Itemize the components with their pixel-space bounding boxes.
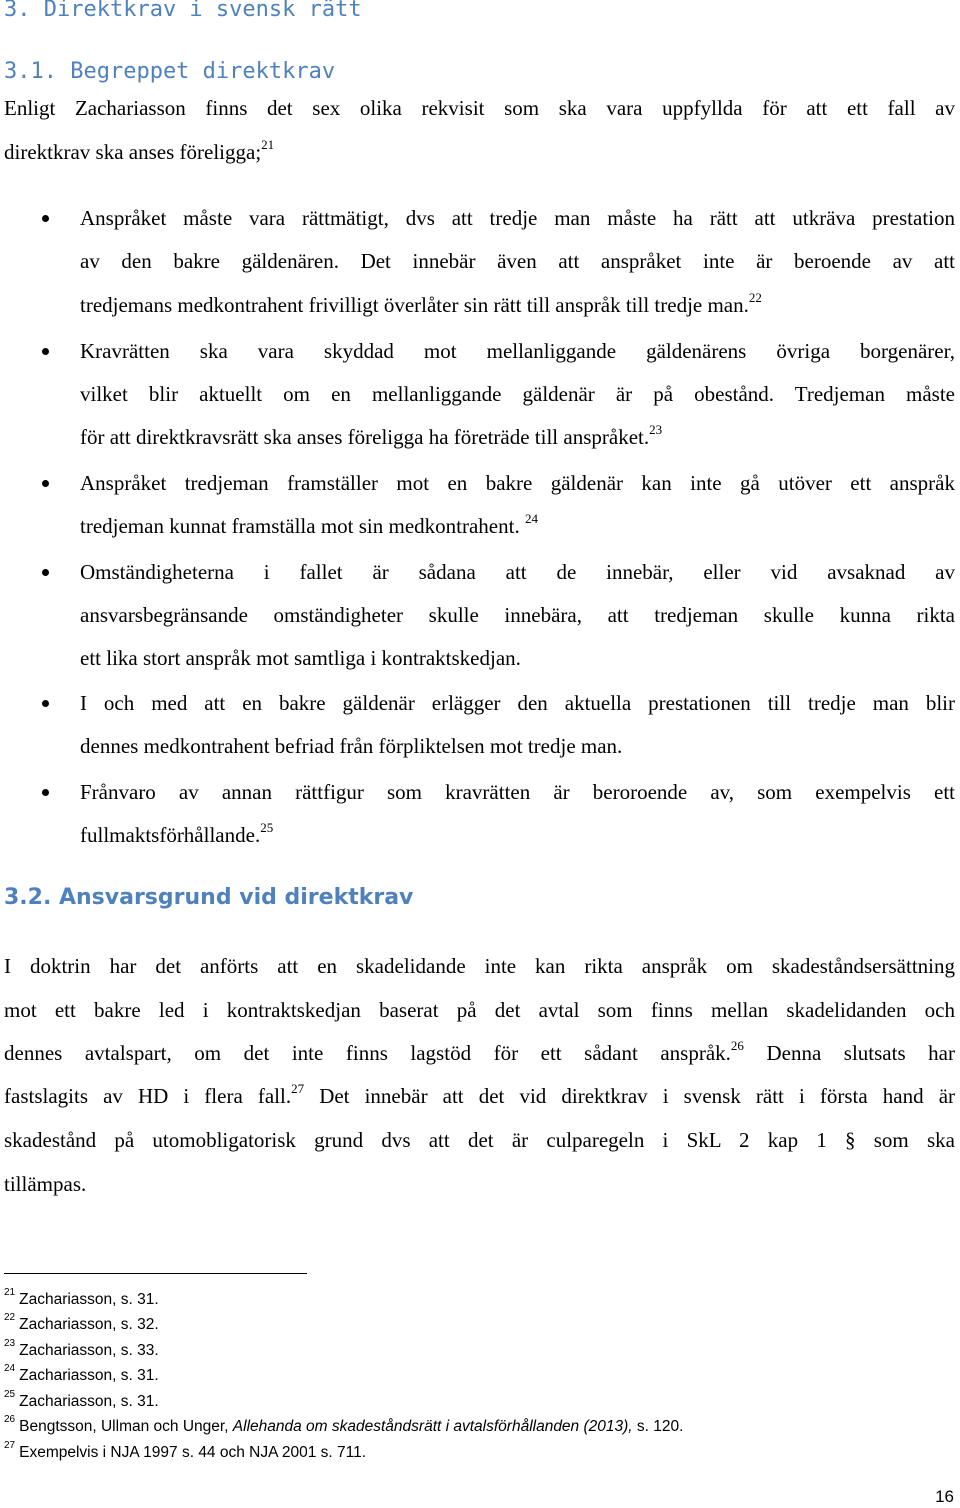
- bullet-2-line-3: [80, 424, 955, 450]
- bullet-2-line-1: Kravrätten ska vara skyddad mot mellanliggande gäldenärens övriga borgenärer,: [80, 339, 955, 363]
- bullet-2-line-2: vilket blir aktuellt om en mellanliggande gäldenär är på obestånd. Tredjeman måste: [80, 382, 955, 406]
- footnote-ref-26[interactable]: 26: [730, 1038, 744, 1053]
- footnote-text: Zachariasson, s. 31.: [19, 1393, 159, 1410]
- bullet-6-line-2: [80, 822, 955, 848]
- footnote-number: 21: [4, 1286, 16, 1298]
- footnote-number: 22: [4, 1311, 16, 1323]
- bullet-3-line-2: [80, 513, 955, 539]
- footnote-book-title: Allehanda om skadeståndsrätt i avtalsförhållanden (2013),: [232, 1418, 633, 1435]
- para-text: fastslagits av HD i flera fall.: [4, 1084, 292, 1108]
- footnote: [4, 1388, 159, 1412]
- bullet-dot: [42, 700, 49, 707]
- footnote: [4, 1286, 159, 1310]
- footnote-number: 26: [4, 1413, 16, 1425]
- para-text: dennes avtalspart, om det inte finns lagstöd för ett sådant anspråk.: [4, 1041, 731, 1065]
- bullet-1-line-2: av den bakre gäldenären. Det innebär även att anspråket inte är beroende av att: [80, 249, 955, 273]
- bullet-6-text: fullmaktsförhållande.: [80, 823, 261, 847]
- footnote-ref-27[interactable]: 27: [291, 1081, 305, 1096]
- bullet-dot: [42, 348, 49, 355]
- bullet-4-line-3: ett lika stort anspråk mot samtliga i kontraktskedjan.: [80, 646, 521, 670]
- footnote-number: 25: [4, 1388, 16, 1400]
- footnote: [4, 1337, 159, 1361]
- bullet-dot: [42, 215, 49, 222]
- footnote-text: Zachariasson, s. 31.: [19, 1367, 159, 1384]
- bullet-3-text: tredjeman kunnat framställa mot sin medkontrahent.: [80, 514, 520, 538]
- footnote-ref-21[interactable]: 21: [261, 137, 275, 152]
- footnote-ref-25[interactable]: 25: [260, 820, 274, 835]
- footnote-text: Exempelvis i NJA 1997 s. 44 och NJA 2001 s. 711.: [19, 1444, 367, 1461]
- para-line-2: mot ett bakre led i kontraktskedjan baserat på det avtal som finns mellan skadelidanden och: [4, 998, 955, 1022]
- footnote-number: 24: [4, 1362, 16, 1374]
- bullet-dot: [42, 789, 49, 796]
- intro-line-1: Enligt Zachariasson finns det sex olika rekvisit som ska vara uppfyllda för att ett fall av: [4, 96, 955, 120]
- footnote-ref-22[interactable]: 22: [748, 290, 762, 305]
- para-line-1: I doktrin har det anförts att en skadelidande inte kan rikta anspråk om skadeståndsersättning: [4, 954, 955, 978]
- bullet-4-line-2: ansvarsbegränsande omständigheter skulle innebära, att tredjeman skulle kunna rikta: [80, 603, 955, 627]
- bullet-dot: [42, 480, 49, 487]
- intro-line-2: [4, 139, 955, 165]
- bullet-1-text: tredjemans medkontrahent frivilligt överlåter sin rätt till anspråk till tredje man.: [80, 293, 749, 317]
- bullet-1-line-1: Anspråket måste vara rättmätigt, dvs att tredje man måste ha rätt att utkräva prestation: [80, 206, 955, 230]
- bullet-dot: [42, 569, 49, 576]
- bullet-2-text: för att direktkravsrätt ska anses föreligga ha företräde till anspråket.: [80, 425, 650, 449]
- bullet-5-line-1: I och med att en bakre gäldenär erlägger den aktuella prestationen till tredje man blir: [80, 691, 955, 715]
- bullet-4-line-1: Omständigheterna i fallet är sådana att de innebär, eller vid avsaknad av: [80, 560, 955, 584]
- footnote: [4, 1413, 684, 1437]
- footnote: [4, 1311, 159, 1335]
- intro-text: direktkrav ska anses föreligga;: [4, 140, 262, 164]
- footnote-ref-23[interactable]: 23: [649, 422, 663, 437]
- bullet-3-line-1: Anspråket tredjeman framställer mot en bakre gäldenär kan inte gå utöver ett anspråk: [80, 471, 955, 495]
- bullet-1-line-3: [80, 292, 955, 318]
- footnote-separator: [4, 1273, 307, 1274]
- para-line-6: tillämpas.: [4, 1172, 87, 1196]
- para-text: Denna slutsats har: [766, 1041, 955, 1065]
- footnote-text: Zachariasson, s. 32.: [19, 1316, 159, 1333]
- footnote: [4, 1439, 367, 1463]
- para-line-3: [4, 1040, 955, 1066]
- footnote-text: s. 120.: [632, 1418, 684, 1435]
- footnote-number: 27: [4, 1439, 16, 1451]
- para-line-5: skadestånd på utomobligatorisk grund dvs att det är culparegeln i SkL 2 kap 1 § som ska: [4, 1128, 955, 1152]
- para-line-4: [4, 1083, 955, 1109]
- chapter-heading: 3. Direktkrav i svensk rätt: [4, 0, 362, 22]
- section-heading-3-1: 3.1. Begreppet direktkrav: [4, 59, 336, 84]
- footnote-text: Zachariasson, s. 31.: [19, 1291, 159, 1308]
- page-number: 16: [935, 1487, 954, 1506]
- footnote-ref-24[interactable]: 24: [524, 511, 538, 526]
- footnote-text: Bengtsson, Ullman och Unger,: [19, 1418, 233, 1435]
- para-text: Det innebär att det vid direktkrav i svensk rätt i första hand är: [319, 1084, 956, 1108]
- bullet-6-line-1: Frånvaro av annan rättfigur som kravrätten är beroroende av, som exempelvis ett: [80, 780, 955, 804]
- footnote-text: Zachariasson, s. 33.: [19, 1342, 159, 1359]
- section-heading-3-2: 3.2. Ansvarsgrund vid direktkrav: [4, 885, 414, 910]
- footnote-number: 23: [4, 1337, 16, 1349]
- footnote: [4, 1362, 159, 1386]
- bullet-5-line-2: dennes medkontrahent befriad från förpliktelsen mot tredje man.: [80, 734, 623, 758]
